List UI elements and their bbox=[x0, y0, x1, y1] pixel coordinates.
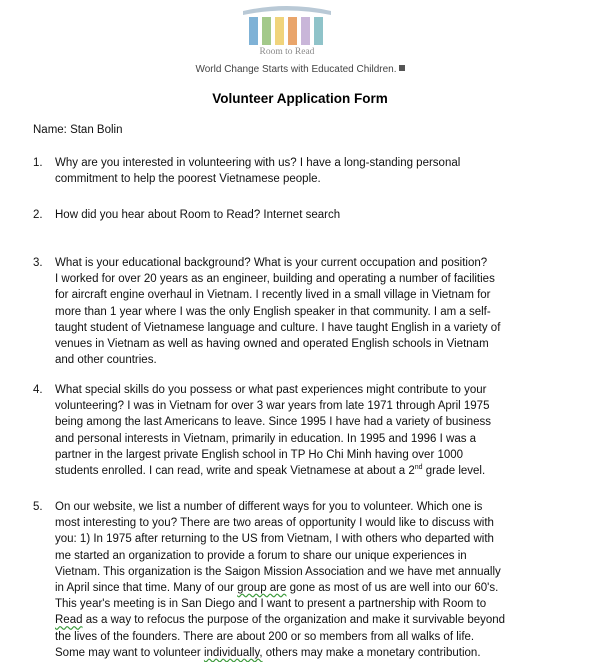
text-line: me started an organization to provide a forum to share our unique experiences in bbox=[55, 549, 467, 562]
text-line: On our website, we list a number of different ways for you to volunteer. Which one is bbox=[55, 501, 483, 513]
text-fragment: students enrolled. I can read, write and speak Vietnamese at about a 2 bbox=[55, 465, 415, 478]
question-number: 1. bbox=[33, 157, 43, 169]
grammar-flag: Read bbox=[55, 614, 83, 627]
text-line: I worked for over 20 years as an engineer, building and operating a number of facilities bbox=[55, 273, 495, 286]
logo-wordmark: Room to Read bbox=[259, 47, 315, 57]
text-line: How did you hear about Room to Read? Internet search bbox=[55, 209, 341, 221]
question-number: 4. bbox=[33, 384, 43, 396]
text-line: most interesting to you? There are two areas of opportunity I would like to discuss with bbox=[55, 517, 494, 530]
question-text bbox=[55, 382, 491, 479]
text-line: being among the last Americans to leave. Since 1995 I have had a variety of business bbox=[55, 416, 491, 429]
text-line bbox=[55, 463, 491, 479]
text-line: Vietnam. This organization is the Saigon Mission Association and we have met annually bbox=[55, 565, 501, 578]
text-line bbox=[55, 612, 505, 628]
text-fragment: Some may want to volunteer bbox=[55, 646, 204, 659]
text-fragment: others may make a monetary contribution. bbox=[262, 646, 481, 659]
text-line: commitment to help the poorest Vietnamese people. bbox=[55, 173, 321, 186]
question-number: 5. bbox=[33, 501, 43, 513]
question-1 bbox=[33, 155, 460, 187]
text-line: What special skills do you possess or what past experiences might contribute to your bbox=[55, 384, 487, 396]
logo-book-1 bbox=[249, 17, 258, 45]
text-line: the lives of the founders. There are about 200 or so members from all walks of life. bbox=[55, 630, 475, 643]
tagline-text: World Change Starts with Educated Children. bbox=[195, 64, 397, 75]
ordinal-suffix: nd bbox=[414, 464, 423, 472]
text-line bbox=[55, 645, 505, 661]
text-line: venues in Vietnam as well as having owned and operated English schools in Vietnam bbox=[55, 338, 489, 351]
question-text bbox=[55, 155, 460, 187]
trademark-icon bbox=[399, 65, 405, 71]
text-line: What is your educational background? What is your current occupation and position? bbox=[55, 257, 488, 269]
logo-roof bbox=[243, 6, 331, 15]
grammar-flag: group are bbox=[237, 582, 287, 595]
question-text bbox=[55, 207, 340, 223]
question-4 bbox=[33, 382, 491, 479]
text-line: for aircraft engine overhaul in Vietnam. I recently lived in a small village in Vietnam for bbox=[55, 289, 491, 302]
question-text bbox=[55, 499, 505, 661]
text-line: and personal interests in Vietnam, primarily in education. In 1995 and 1996 I was a bbox=[55, 432, 477, 445]
text-fragment: as a way to refocus the purpose of the organization and make it survivable beyond bbox=[82, 614, 506, 627]
question-3 bbox=[33, 255, 500, 368]
text-fragment: grade level. bbox=[422, 465, 486, 478]
question-number: 2. bbox=[33, 209, 43, 221]
text-line: Why are you interested in volunteering with us? I have a long-standing personal bbox=[55, 157, 461, 169]
logo-book-3 bbox=[275, 17, 284, 45]
text-fragment: in April since that time. Many of our bbox=[55, 582, 238, 595]
applicant-name: Name: Stan Bolin bbox=[33, 124, 123, 136]
text-line: partner in the largest private English school in TP Ho Chi Minh having over 1000 bbox=[55, 448, 464, 461]
logo-book-6 bbox=[314, 17, 323, 45]
tagline bbox=[0, 64, 600, 75]
form-title: Volunteer Application Form bbox=[212, 91, 388, 106]
logo-book-4 bbox=[288, 17, 297, 45]
question-5 bbox=[33, 499, 505, 661]
text-line: more than 1 year where I was the only English speaker in that community. I am a self- bbox=[55, 305, 491, 318]
question-number: 3. bbox=[33, 257, 43, 269]
text-line: This year's meeting is in San Diego and I want to present a partnership with Room to bbox=[55, 598, 487, 611]
text-line: you: 1) In 1975 after returning to the US from Vietnam, I with others who departed with bbox=[55, 533, 494, 546]
text-fragment: gone as most of us are well into our 60's. bbox=[286, 582, 499, 595]
text-line bbox=[55, 580, 505, 596]
text-line: and other countries. bbox=[55, 354, 157, 367]
text-line: volunteering? I was in Vietnam for over 3 war years from late 1971 through April 1975 bbox=[55, 400, 490, 413]
logo-book-2 bbox=[262, 17, 271, 45]
grammar-flag: individually, bbox=[203, 646, 263, 659]
logo-book-5 bbox=[301, 17, 310, 45]
text-line: taught student of Vietnamese language and culture. I have taught English in a variety of bbox=[55, 321, 501, 334]
question-text bbox=[55, 255, 500, 368]
question-2 bbox=[33, 207, 340, 223]
